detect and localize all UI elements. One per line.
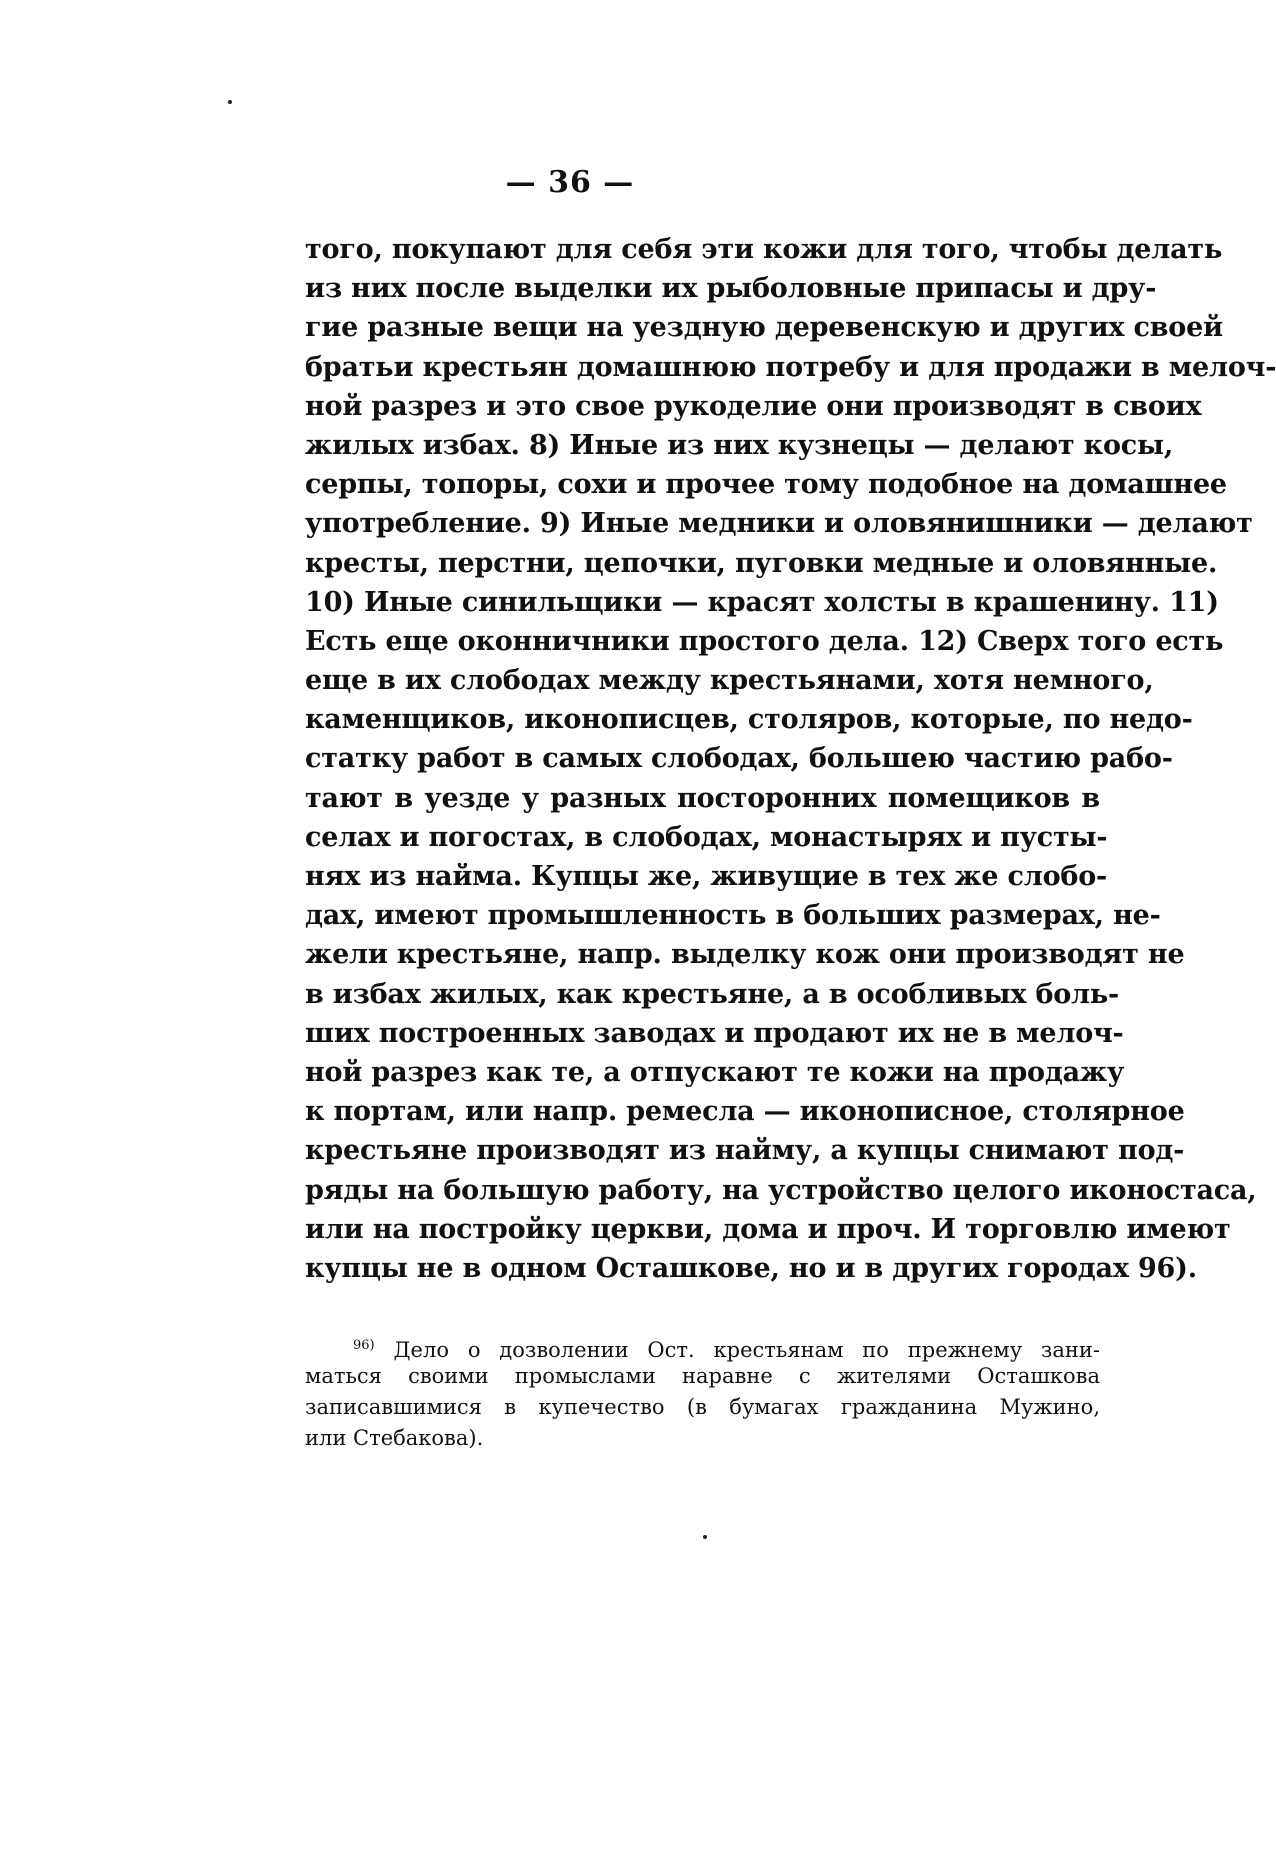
text-line: жилых избах. 8) Иные из них кузнецы — делают косы, (305, 429, 1174, 461)
text-line: еще в их слободах между крестьянами, хотя немного, (305, 665, 1154, 697)
text-line: в избах жилых, как крестьяне, а в особливых боль- (305, 978, 1120, 1010)
text-line: гие разные вещи на уездную деревенскую и других своей (305, 312, 1223, 344)
text-line: дах, имеют промышленность в больших размерах, не- (305, 900, 1161, 932)
scan-speck (228, 100, 232, 104)
text-line: тают в уезде у разных посторонних помещиков в (305, 782, 1100, 814)
text-line: ряды на большую работу, на устройство целого иконостаса, (305, 1174, 1257, 1206)
page-number: — 36 — (505, 165, 635, 200)
text-line: селах и погостах, в слободах, монастырях и пусты- (305, 821, 1108, 853)
scan-speck (703, 1535, 707, 1539)
text-line: кресты, перстни, цепочки, пуговки медные и оловянные. (305, 547, 1218, 579)
text-line: Есть еще оконничники простого дела. 12) Сверх того есть (305, 625, 1224, 657)
footnote-marker: 96) (353, 1338, 375, 1353)
text-line: из них после выделки их рыболовные припасы и дру- (305, 273, 1157, 305)
text-line: крестьяне производят из найму, а купцы снимают под- (305, 1135, 1185, 1167)
text-line: нях из найма. Купцы же, живущие в тех же слобо- (305, 861, 1108, 892)
text-line: статку работ в самых слободах, большею частию рабо- (305, 743, 1173, 775)
text-line: ной разрез и это свое рукоделие они производят в своих (305, 390, 1202, 422)
body-text (305, 230, 1276, 1288)
text-line: ной разрез как те, а отпускают те кожи на продажу (305, 1056, 1125, 1088)
footnote-line: или Стебакова). (305, 1426, 484, 1450)
text-line: серпы, топоры, сохи и прочее тому подобное на домашнее (305, 469, 1227, 501)
text-line: того, покупают для себя эти кожи для того, чтобы делать (305, 234, 1223, 265)
text-line: братьи крестьян домашнюю потребу и для продажи в мелоч- (305, 351, 1276, 383)
text-line: ших построенных заводах и продают их не в мелоч- (305, 1017, 1124, 1049)
footnote-line: маться своими промыслами наравне с жителями Осташкова (305, 1364, 1100, 1388)
text-line: к портам, или напр. ремесла — иконописное, столярное (305, 1096, 1185, 1128)
footnote (305, 1330, 1100, 1454)
text-line: употребление. 9) Иные медники и оловянишники — делают (305, 508, 1253, 540)
footnote-text: Дело о дозволении Ост. крестьянам по прежнему зани- (393, 1338, 1100, 1362)
text-line: 10) Иные синильщики — красят холсты в крашенину. 11) (305, 586, 1219, 618)
text-line: жели крестьяне, напр. выделку кож они производят не (305, 939, 1185, 971)
footnote-line (305, 1330, 1100, 1361)
text-line: или на постройку церкви, дома и проч. И торговлю имеют (305, 1213, 1231, 1245)
footnote-line: записавшимися в купечество (в бумагах гражданина Мужино, (305, 1395, 1100, 1419)
text-line: каменщиков, иконописцев, столяров, которые, по недо- (305, 704, 1193, 736)
text-line: купцы не в одном Осташкове, но и в других городах 96). (305, 1252, 1197, 1284)
